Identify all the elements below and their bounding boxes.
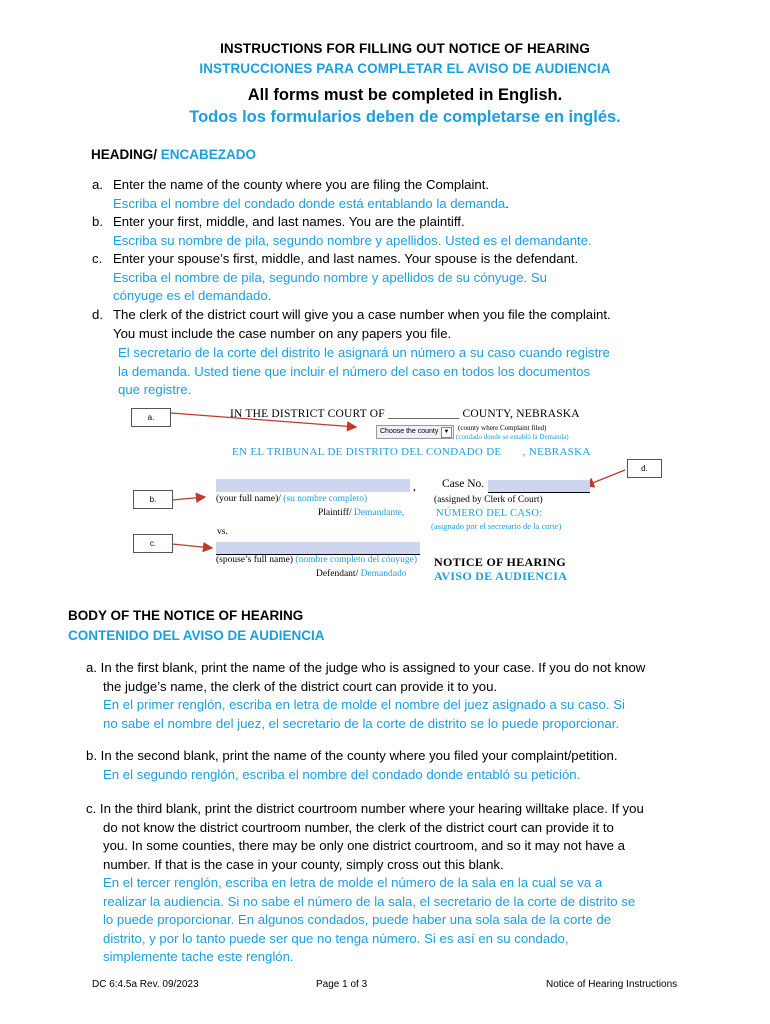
item-b-en: Enter your first, middle, and last names. You are the plaintiff. xyxy=(113,214,465,229)
body-c-en-1: c. In the third blank, print the district courtroom number where your hearing willtake place. If you xyxy=(86,801,644,816)
heading-item-d-es xyxy=(118,344,738,400)
item-a-es: Escriba el nombre del condado donde está entablando la demanda xyxy=(113,195,506,211)
heading-section-title xyxy=(91,147,256,162)
spouse-name-es: (nombre completo del cónyuge) xyxy=(295,555,418,565)
notice-title-en: NOTICE OF HEARING xyxy=(434,555,567,569)
body-c-es-5: simplemente tache este renglón. xyxy=(103,949,294,964)
title-en: INSTRUCTIONS FOR FILLING OUT NOTICE OF HEARING xyxy=(220,41,590,56)
item-marker: b. xyxy=(92,214,103,229)
heading-item-d xyxy=(92,306,103,325)
notice-title-es: AVISO DE AUDIENCIA xyxy=(434,569,568,583)
your-name-es: (su nombre completo) xyxy=(283,494,368,504)
item-c-es-2: cónyuge es el demandado. xyxy=(113,288,272,303)
case-number-es: NÚMERO DEL CASO: xyxy=(436,508,543,519)
item-a-en: Enter the name of the county where you are filing the Complaint. xyxy=(113,177,490,192)
plaintiff-caption xyxy=(318,508,404,518)
subtitle-en: All forms must be completed in English. xyxy=(247,86,563,104)
body-a-en-2: the judge’s name, the clerk of the district court can provide it to you. xyxy=(103,678,498,694)
body-item-a xyxy=(86,659,746,733)
county-dropdown-value: Choose the county xyxy=(380,428,439,435)
assigned-caption-en: (assigned by Clerk of Court) xyxy=(434,495,543,505)
arrow-c xyxy=(172,544,212,548)
heading-title-en: HEADING/ xyxy=(91,147,158,162)
body-item-b xyxy=(86,747,746,784)
assigned-caption-es: (asignado por el secretario de la corte) xyxy=(431,521,562,531)
arrow-b xyxy=(172,497,205,500)
heading-item-c xyxy=(92,250,102,269)
title-es: INSTRUCCIONES PARA COMPLETAR EL AVISO DE AUDIENCIA xyxy=(199,61,611,76)
item-d-en-2: You must include the case number on any papers you file. xyxy=(113,325,452,341)
footer-page-number: Page 1 of 3 xyxy=(316,979,368,990)
case-number-field[interactable] xyxy=(488,480,590,493)
county-note-es: (condado donde se entabló la Demanda) xyxy=(456,433,569,441)
your-name-caption xyxy=(216,494,367,504)
spouse-name-en: (spouse’s full name) xyxy=(216,555,294,565)
heading-item-a-text xyxy=(113,176,733,213)
plaintiff-en: Plaintiff/ xyxy=(318,508,352,518)
body-c-en-3: you. In some counties, there may be only one district courtroom, and so it may not have a xyxy=(103,838,625,853)
heading-item-c-text xyxy=(113,250,733,306)
spouse-name-caption xyxy=(216,555,417,565)
item-d-es-2: la demanda. Usted tiene que incluir el número del caso en todos los documentos xyxy=(118,363,591,379)
footer-doc-title: Notice of Hearing Instructions xyxy=(546,979,678,990)
defendant-name-field[interactable] xyxy=(216,542,420,555)
item-marker: a. xyxy=(92,177,103,192)
heading-item-a xyxy=(92,176,103,195)
item-marker: c. xyxy=(92,251,103,266)
body-item-c xyxy=(86,800,756,967)
callout-d: d. xyxy=(627,459,662,478)
your-name-en: (your full name)/ xyxy=(216,494,281,504)
defendant-caption xyxy=(316,569,406,579)
body-c-es-3: lo puede proporcionar. En algunos condados, puede haber una sola sala de la corte de xyxy=(103,912,612,927)
county-note-en: (county where Complaint filed) xyxy=(458,424,547,432)
body-c-en-2: do not know the district courtroom number, the clerk of the district court can provide it to xyxy=(103,819,614,835)
item-d-es-3: que registre. xyxy=(118,382,192,397)
defendant-en: Defendant/ xyxy=(316,569,359,579)
item-c-en: Enter your spouse’s first, middle, and last names. Your spouse is the defendant. xyxy=(113,251,579,266)
heading-item-b xyxy=(92,213,103,232)
versus: vs. xyxy=(217,527,228,537)
item-d-es-1: El secretario de la corte del distrito le asignará un número a su caso cuando registre xyxy=(118,345,610,360)
body-a-en-1: a. In the first blank, print the name of the judge who is assigned to your case. If you do not know xyxy=(86,660,646,675)
body-c-en-4: number. If that is the case in your county, simply cross out this blank. xyxy=(103,856,504,872)
item-a-period: . xyxy=(505,195,509,211)
heading-item-b-text xyxy=(113,213,733,250)
case-no-label: Case No. xyxy=(442,478,485,490)
comma: , xyxy=(413,479,416,493)
heading-item-d-text xyxy=(113,306,753,343)
plaintiff-name-field[interactable] xyxy=(216,479,410,492)
court-heading-es: EN EL TRIBUNAL DE DISTRITO DEL CONDADO DE , NEBRASKA xyxy=(232,446,591,458)
body-c-es-1: En el tercer renglón, escriba en letra de molde el número de la sala en la cual se va a xyxy=(103,875,603,890)
body-a-es-1: En el primer renglón, escriba en letra de molde el nombre del juez asignado a su caso. Si xyxy=(103,697,625,712)
body-section-title-es: CONTENIDO DEL AVISO DE AUDIENCIA xyxy=(68,628,325,643)
callout-b: b. xyxy=(133,490,173,509)
body-section-title-en: BODY OF THE NOTICE OF HEARING xyxy=(68,608,304,623)
body-a-es-2: no sabe el nombre del juez, el secretario de la corte de distrito se lo puede proporcionar. xyxy=(103,715,620,731)
subtitle-es: Todos los formularios deben de completarse en inglés. xyxy=(189,108,621,126)
body-c-es-2: realizar la audiencia. Si no sabe el número de la sala, el secretario de la corte de distrito se xyxy=(103,893,636,909)
county-dropdown[interactable] xyxy=(376,425,454,439)
callout-a: a. xyxy=(131,408,171,427)
item-c-es-1: Escriba el nombre de pila, segundo nombre y apellidos de su cónyuge. Su xyxy=(113,269,547,285)
body-c-es-4: distrito, y por lo tanto puede ser que no tenga número. Si es así en su condado, xyxy=(103,930,569,946)
sample-form xyxy=(0,400,770,600)
item-d-en-1: The clerk of the district court will give you a case number when you file the complaint. xyxy=(113,307,611,322)
item-marker: d. xyxy=(92,307,103,322)
court-heading-en: IN THE DISTRICT COURT OF ____________ COUNTY, NEBRASKA xyxy=(230,408,580,420)
plaintiff-es: Demandante, xyxy=(353,508,405,518)
chevron-down-icon[interactable]: ▼ xyxy=(441,427,452,438)
callout-c: c. xyxy=(133,534,173,553)
footer-form-id: DC 6:4.5a Rev. 09/2023 xyxy=(92,979,199,990)
item-b-es: Escriba su nombre de pila, segundo nombre y apellidos. Usted es el demandante. xyxy=(113,232,592,248)
body-b-es-1: En el segundo renglón, escriba el nombre del condado donde entabló su petición. xyxy=(103,766,581,782)
body-b-en-1: b. In the second blank, print the name of the county where you filed your complaint/petition. xyxy=(86,748,618,763)
arrow-d xyxy=(585,470,625,486)
defendant-es: Demandado xyxy=(360,569,407,579)
heading-title-es: ENCABEZADO xyxy=(160,147,257,162)
